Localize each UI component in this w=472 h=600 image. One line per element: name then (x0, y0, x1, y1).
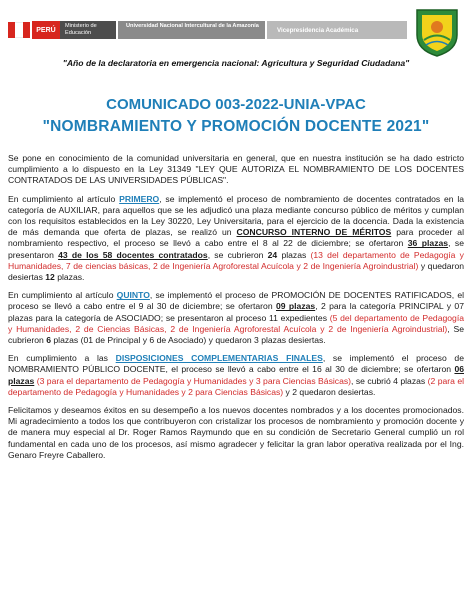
paragraph-quinto: En cumplimiento al artículo QUINTO, se implementó el proceso de PROMOCIÓN DE DOCENTES RATIFICADOS, el proceso se llevó a cabo entre el 9 al 30 de diciembre; se ofertaron 09 plazas, 2 para la categoría PRINCIPAL y 07 plazas para la categoría de ASOCIADO; se presentaron al proceso 11 expedientes (5 del departamento de Pedagogía y Humanidades, 2 de Ciencias Básicas, 2 de Ingeniería Agroforestal Acuícola y 2 de Ingeniería Agroindustrial), Se cubrieron 6 plazas (01 de Principal y 6 de Asociado) y quedaron 3 plazas desiertas. (8, 290, 465, 346)
peru-label: PERÚ (32, 21, 60, 39)
paragraph-intro: Se pone en conocimiento de la comunidad universitaria en general, que en nuestra institución se ha dado estricto cumplimiento a lo dispuesto en la Ley 31349 "LEY QUE AUTORIZA EL NOMBRAMIENTO DE LOS DOCENTES CONTRATADOS DE LAS UNIVERSIDADES PÚBLICAS". (8, 153, 464, 186)
university-label: Universidad Nacional Intercultural de la Amazonía (118, 21, 265, 39)
header-banner (0, 0, 472, 54)
paragraph-primero: En cumplimiento al artículo PRIMERO, se implementó el proceso de nombramiento de docentes contratados en la categoría de AUXILIAR, para aquellos que se les adjudicó una plaza mediante concurso público de méritos y cumplan con los requisitos establecidos en la Ley 30220, Ley Universitaria, para el ejercicio de la docencia. Dada la existencia de más demanda que oferta de plazas, se realizó un CONCURSO INTERNO DE MÉRITOS para proceder al nombramiento respectivo, el proceso se llevó a cabo entre el 8 al 22 de diciembre; se ofertaron 36 plazas, se presentaron 43 de los 58 docentes contratados, se cubrieron 24 plazas (13 del departamento de Pedagogía y Humanidades, 7 de ciencias básicas, 2 de Ingeniería Agroforestal Acuícola y 2 de Ingeniería Agroindustrial) y quedaron desiertas 12 plazas. (8, 193, 465, 283)
year-motto: "Año de la declaratoria en emergencia nacional: Agricultura y Seguridad Ciudadana" (62, 58, 410, 68)
unia-seal-icon (414, 7, 460, 57)
paragraph-disposiciones: En cumplimiento a las DISPOSICIONES COMPLEMENTARIAS FINALES, se implementó el proceso de NOMBRAMIENTO PÚBLICO DOCENTE, el proceso se llevó a cabo entre el 16 al 30 de diciembre; se ofertaron 06 plazas (3 para el departamento de Pedagogía y Humanidades y 3 para Ciencias Básicas), se cubrió 4 plazas (2 para el departamento de Pedagogía y Humanidades y 2 para Ciencias Básicas) y 2 quedaron desiertas. (8, 353, 465, 397)
ministerio-label: Ministerio de Educación (60, 21, 116, 39)
link-quinto[interactable]: QUINTO (116, 290, 150, 301)
document-body (8, 153, 464, 468)
link-primero[interactable]: PRIMERO (119, 193, 160, 204)
link-disposiciones[interactable]: DISPOSICIONES COMPLEMENTARIAS FINALES (115, 353, 323, 364)
communique-title: "NOMBRAMIENTO Y PROMOCIÓN DOCENTE 2021" (42, 118, 430, 135)
paragraph-closing: Felicitamos y deseamos éxitos en su desempeño a los nuevos docentes nombrados y a los docentes promocionados. Mi agradecimiento a todos los que contribuyeron con cristalizar los procesos de nombramiento y promoción docente y de manera muy especial al Dr. Roger Ramos Raymundo que en su condición de Secretario General cumplió un rol fundamental en cada uno de los procesos, así mismo agradecer y felicitar la gran labor operativa realizada por el Ing. Genaro Freyre Caballero. (8, 405, 464, 460)
communique-number: COMUNICADO 003-2022-UNIA-VPAC (106, 96, 366, 113)
vicepresidencia-label: Vicepresidencia Académica (267, 21, 407, 39)
peru-flag-icon (8, 22, 30, 38)
